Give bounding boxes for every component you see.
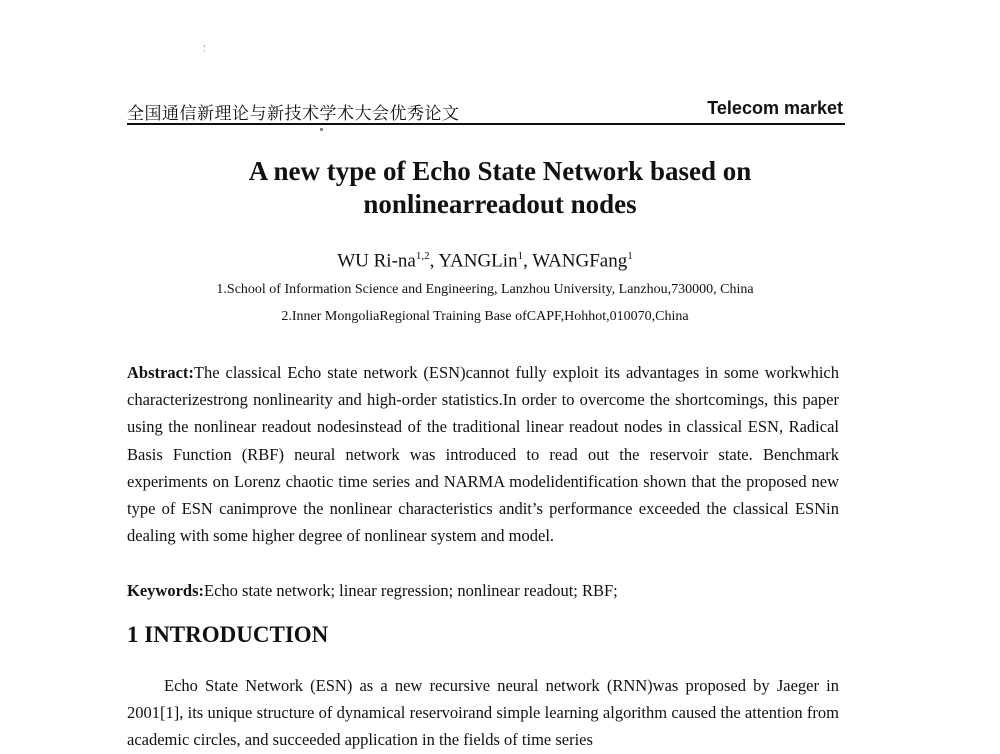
section-heading: 1 INTRODUCTION bbox=[127, 622, 329, 647]
title-line-2: nonlinearreadout nodes bbox=[363, 189, 637, 219]
abstract bbox=[127, 359, 839, 549]
journal-name: Telecom market bbox=[707, 98, 843, 118]
keywords-text: Echo state network; linear regression; nonlinear readout; RBF; bbox=[204, 581, 618, 600]
author-name: WANGFang bbox=[532, 250, 628, 272]
author-name: YANGLin bbox=[438, 250, 518, 272]
affiliation-1: 1.School of Information Science and Engineering, Lanzhou University, Lanzhou,730000, China bbox=[216, 282, 754, 297]
author-name: WU Ri-na bbox=[337, 250, 416, 272]
title-line-1: A new type of Echo State Network based on bbox=[248, 156, 752, 186]
affiliation-2: 2.Inner MongoliaRegional Training Base ofCAPF,Hohhot,010070,China bbox=[281, 309, 689, 324]
author-list bbox=[0, 250, 970, 272]
scan-speck bbox=[203, 42, 207, 52]
author-affil-mark: 1 bbox=[517, 250, 524, 262]
introduction-paragraph: Echo State Network (ESN) as a new recursive neural network (RNN)was proposed by Jaeger in 2001[1], its unique structure of dynamical reservoirand simple learning algorithm caused the attention from academic circles, and succeeded application in the fields of time series bbox=[127, 676, 839, 750]
author-separator: , bbox=[523, 250, 533, 272]
conference-name: 全国通信新理论与新技术学术大会优秀论文 bbox=[127, 104, 460, 124]
scan-speck bbox=[320, 128, 323, 131]
author-affil-mark: 1 bbox=[627, 250, 633, 262]
author-separator: , bbox=[429, 250, 439, 272]
author-affil-mark: 1,2 bbox=[415, 250, 430, 262]
running-header bbox=[127, 97, 845, 125]
abstract-text: The classical Echo state network (ESN)cannot fully exploit its advantages in some workwhich characterizestrong nonlinearity and high-order statistics.In order to overcome the shortcomings, this paper using the nonlinear readout nodesinstead of the traditional linear readout nodes in classical ESN, Radical Basis Function (RBF) neural network was introduced to read out the reservoir state. Benchmark experiments on Lorenz chaotic time series and NARMA modelidentification shown that the proposed new type of ESN canimprove the nonlinear characteristics andit’s performance exceeded the classical ESNin dealing with some higher degree of nonlinear system and model. bbox=[127, 363, 839, 546]
keywords-label: Keywords: bbox=[127, 581, 204, 600]
keywords bbox=[127, 577, 839, 604]
paper-title bbox=[0, 155, 1000, 221]
abstract-label: Abstract: bbox=[127, 363, 194, 382]
